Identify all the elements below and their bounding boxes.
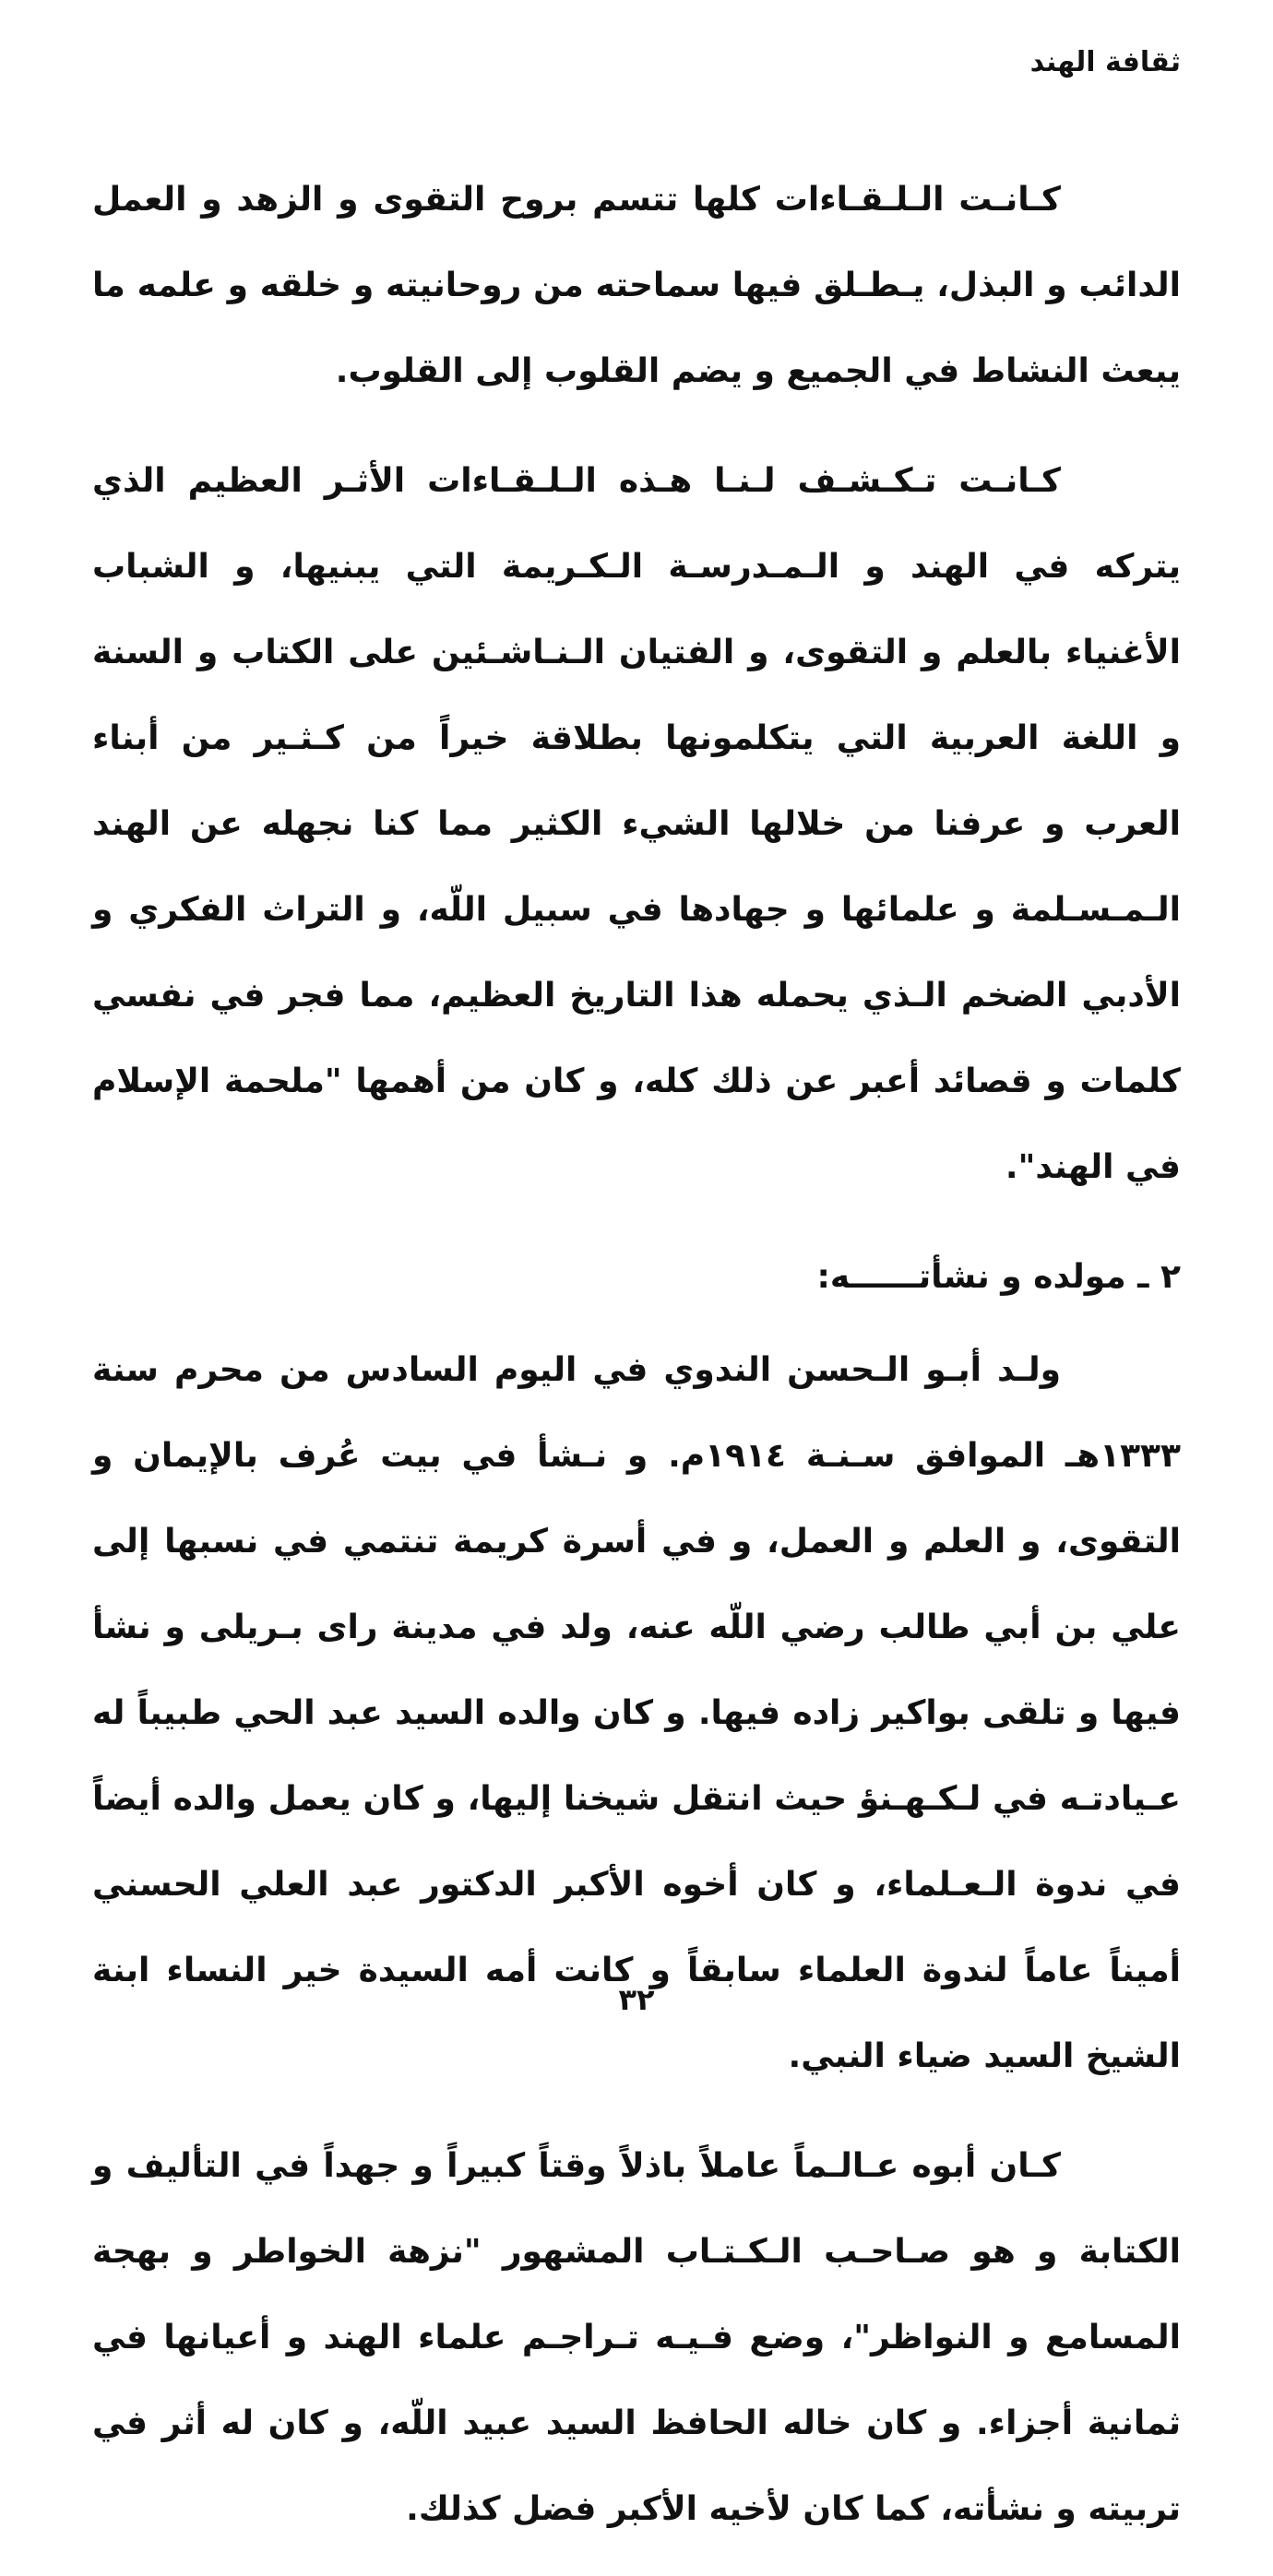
- running-header: ثقافة الهند: [1029, 46, 1181, 78]
- paragraph-meetings-impact: كـانـت تـكـشـف لـنـا هـذه الـلـقـاءات الأثـر العظيم الذي يتركه في الهند و الـمـدرسـة الـكـريمة التي يبنيها، و الشباب الأغنياء بالعلم و التقوى، و الفتيان الـنـاشـئين على الكتاب و السنة و اللغة العربية التي يتكلمونها بطلاقة خيراً من كـثـير من أبناء العرب و عرفنا من خلالها الشيء الكثير مما كنا نجهله عن الهند الـمـسـلمة و علمائها و جهادها في سبيل اللّه، و التراث الفكري و الأدبي الضخم الـذي يحمله هذا التاريخ العظيم، مما فجر في نفسي كلمات و قصائد أعبر عن ذلك كله، و كان من أهمها "ملحمة الإسلام في الهند".: [92, 462, 1181, 1186]
- paragraph-meetings-spirit: كـانـت الـلـقـاءات كلها تتسم بروح التقوى و الزهد و العمل الدائب و البذل، يـطـلق فيها سماحته من روحانيته و خلقه و علمه ما يبعث النشاط في الجميع و يضم القلوب إلى القلوب.: [92, 181, 1181, 390]
- page-body: [92, 157, 1181, 2576]
- section-heading-birth-upbringing: ٢ ـ مولده و نشأتــــــه:: [816, 1258, 1181, 1296]
- paragraph-father-uncle: كـان أبوه عـالـماً عاملاً باذلاً وقتاً كبيراً و جهداً في التأليف و الكتابة و هو صـاحـب الـكـتـاب المشهور "نزهة الخواطر و بهجة المسامع و النواظر"، وضع فـيـه تـراجـم علماء الهند و أعيانها في ثمانية أجزاء. و كان خاله الحافظ السيد عبيد اللّه، و كان له أثر في تربيته و نشأته، كما كان لأخيه الأكبر فضل كذلك.: [92, 2147, 1181, 2528]
- page-number: ٣٢: [618, 1982, 655, 2017]
- paragraph-birth-family: ولـد أبـو الـحسن الندوي في اليوم السادس من محرم سنة ١٣٣٣هـ الموافق سـنـة ١٩١٤م. و نـشأ في بيت عُرف بالإيمان و التقوى، و العلم و العمل، و في أسرة كريمة تنتمي في نسبها إلى علي بن أبي طالب رضي اللّه عنه، ولد في مدينة راى بـريلى و نشأ فيها و تلقى بواكير زاده فيها. و كان والده السيد عبد الحي طبيباً له عـيادتـه في لـكـهـنؤ حيث انتقل شيخنا إليها، و كان يعمل والده أيضاً في ندوة الـعـلماء، و كان أخوه الأكبر الدكتور عبد العلي الحسني أميناً عاماً لندوة العلماء سابقاً و كانت أمه السيدة خير النساء ابنة الشيخ السيد ضياء النبي.: [92, 1351, 1181, 2075]
